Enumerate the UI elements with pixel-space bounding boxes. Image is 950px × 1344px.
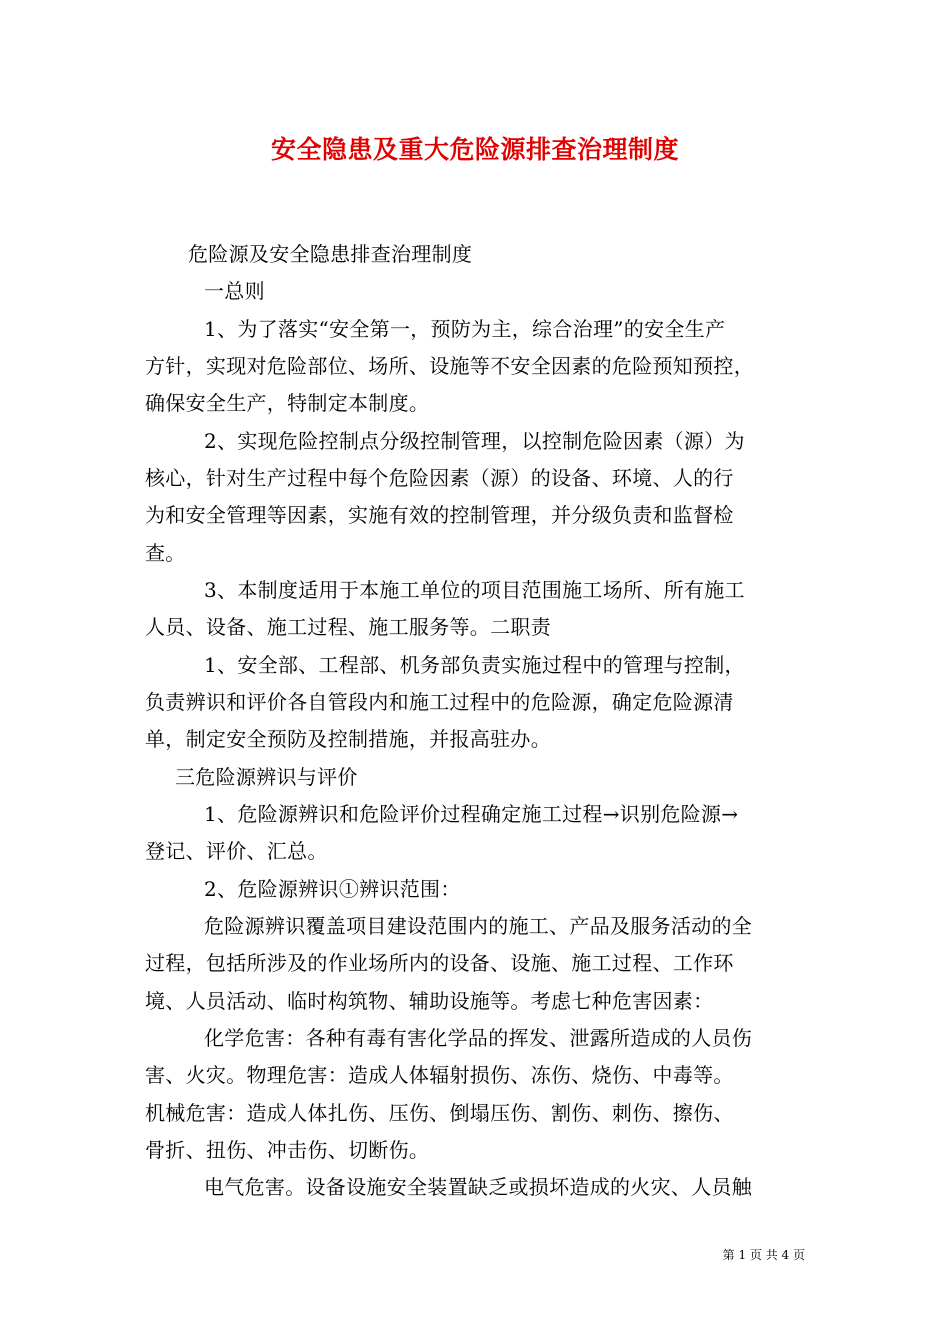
paragraph-line: 登记、评价、汇总。 xyxy=(145,839,328,863)
paragraph-line: 境、人员活动、临时构筑物、辅助设施等。考虑七种危害因素： xyxy=(145,989,714,1013)
paragraph-line: 方针，实现对危险部位、场所、设施等不安全因素的危险预知预控， xyxy=(145,354,754,378)
heading-line: 危险源及安全隐患排查治理制度 xyxy=(188,242,473,266)
section-heading: 三危险源辨识与评价 xyxy=(175,765,358,789)
paragraph-line: 确保安全生产，特制定本制度。 xyxy=(145,391,430,415)
page-title: 安全隐患及重大危险源排查治理制度 xyxy=(270,135,679,164)
paragraph-line: 化学危害：各种有毒有害化学品的挥发、泄露所造成的人员伤 xyxy=(204,1026,753,1050)
paragraph-line: 害、火灾。物理危害：造成人体辐射损伤、冻伤、烧伤、中毒等。 xyxy=(145,1063,734,1087)
section-heading: 一总则 xyxy=(204,279,265,303)
paragraph-line: 1、安全部、工程部、机务部负责实施过程中的管理与控制， xyxy=(204,653,745,677)
paragraph-line: 查。 xyxy=(145,541,186,565)
paragraph-line: 单，制定安全预防及控制措施，并报高驻办。 xyxy=(145,727,551,751)
paragraph-line: 1、危险源辨识和危险评价过程确定施工过程→识别危险源→ xyxy=(204,802,739,826)
paragraph-line: 危险源辨识覆盖项目建设范围内的施工、产品及服务活动的全 xyxy=(204,914,753,938)
paragraph-line: 人员、设备、施工过程、施工服务等。二职责 xyxy=(145,615,551,639)
paragraph-line: 核心，针对生产过程中每个危险因素（源）的设备、环境、人的行 xyxy=(145,466,734,490)
paragraph-line: 负责辨识和评价各自管段内和施工过程中的危险源，确定危险源清 xyxy=(145,690,734,714)
paragraph-line: 过程，包括所涉及的作业场所内的设备、设施、施工过程、工作环 xyxy=(145,951,734,975)
paragraph-line: 机械危害：造成人体扎伤、压伤、倒塌压伤、割伤、刺伤、擦伤、 xyxy=(145,1101,734,1125)
paragraph-line: 电气危害。设备设施安全装置缺乏或损坏造成的火灾、人员触 xyxy=(204,1175,753,1199)
paragraph-line: 3、本制度适用于本施工单位的项目范围施工场所、所有施工 xyxy=(204,578,745,602)
paragraph-line: 2、实现危险控制点分级控制管理，以控制危险因素（源）为 xyxy=(204,429,745,453)
page-number-footer: 第 1 页 共 4 页 xyxy=(722,1248,805,1262)
paragraph-line: 1、为了落实“安全第一，预防为主，综合治理”的安全生产 xyxy=(204,317,726,341)
paragraph-line: 2、危险源辨识①辨识范围： xyxy=(204,877,461,901)
paragraph-line: 为和安全管理等因素，实施有效的控制管理，并分级负责和监督检 xyxy=(145,503,734,527)
paragraph-line: 骨折、扭伤、冲击伤、切断伤。 xyxy=(145,1138,430,1162)
